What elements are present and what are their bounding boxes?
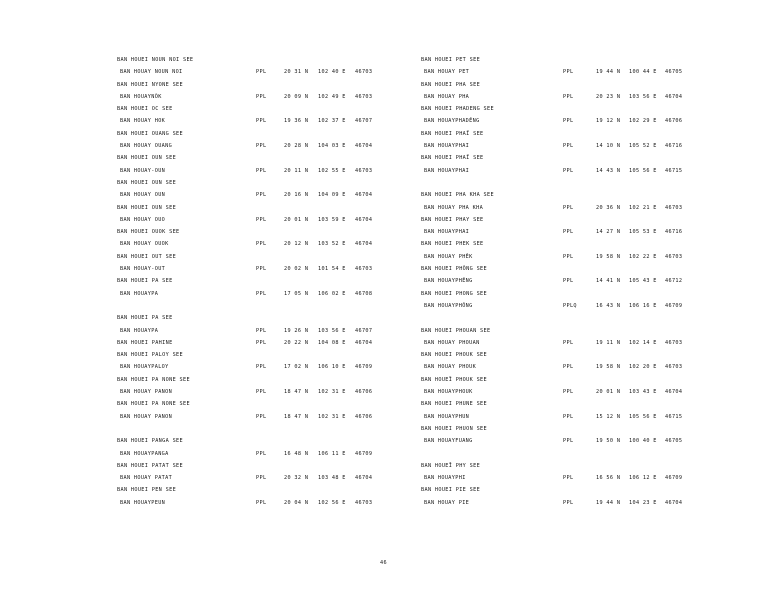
- latitude: 17 02 N: [284, 364, 309, 371]
- place-name: BAN HOUAY HOK: [120, 118, 166, 125]
- latitude: 15 12 N: [596, 413, 621, 420]
- map-code: 46703: [665, 253, 683, 260]
- blank-row: [421, 312, 424, 324]
- feature-class: PPL: [563, 229, 574, 236]
- place-name: BAN HOUAYPA: [120, 290, 159, 297]
- map-code: 46704: [355, 192, 373, 199]
- longitude: 102 29 E: [629, 118, 657, 125]
- latitude: 19 58 N: [596, 364, 621, 371]
- gazetteer-entry-row: [421, 386, 683, 398]
- place-name: BAN HOUAY PHOUK: [424, 364, 477, 371]
- gazetteer-entry-row: [117, 448, 373, 460]
- map-code: 46712: [665, 278, 683, 285]
- feature-class: PPL: [256, 413, 267, 420]
- map-code: 46715: [665, 167, 683, 174]
- cross-reference-row: [421, 103, 494, 115]
- cross-reference-row: [117, 398, 190, 410]
- map-code: 46703: [665, 204, 683, 211]
- cross-reference-row: [117, 79, 183, 91]
- place-name: BAN HOUAYPHĚNG: [424, 278, 473, 285]
- gazetteer-left-column: [117, 54, 373, 509]
- latitude: 14 10 N: [596, 143, 621, 150]
- place-name: BAN HOUEI OUN SEE: [117, 179, 177, 186]
- place-name: BAN HOUAY OUN: [120, 192, 166, 199]
- gazetteer-entry-row: [117, 189, 373, 201]
- latitude: 20 04 N: [284, 499, 309, 506]
- place-name: BAN HOUEI PHAÏ SEE: [421, 130, 484, 137]
- place-name: BAN HOUEI PHǑNG SEE: [421, 266, 487, 273]
- place-name: BAN HOUEI PHOUK SEE: [421, 352, 487, 359]
- latitude: 20 01 N: [284, 216, 309, 223]
- longitude: 106 11 E: [318, 450, 346, 457]
- place-name: BAN HOUEI PA NONE SEE: [117, 376, 190, 383]
- cross-reference-row: [421, 152, 484, 164]
- blank-row: [117, 423, 120, 435]
- place-name: BAN HOUEI PHAY SEE: [421, 216, 484, 223]
- place-name: BAN HOUAY PANON: [120, 413, 173, 420]
- gazetteer-entry-row: [421, 226, 683, 238]
- latitude: 20 22 N: [284, 339, 309, 346]
- feature-class: PPL: [256, 241, 267, 248]
- map-code: 46705: [665, 438, 683, 445]
- longitude: 105 52 E: [629, 143, 657, 150]
- place-name: BAN HOUEI OUT SEE: [117, 253, 177, 260]
- cross-reference-row: [117, 103, 173, 115]
- map-code: 46709: [355, 364, 373, 371]
- place-name: BAN HOUEI OUN SEE: [117, 204, 177, 211]
- feature-class: PPL: [563, 143, 574, 150]
- latitude: 16 56 N: [596, 475, 621, 482]
- place-name: BAN HOUAYPHUN: [424, 413, 470, 420]
- latitude: 16 48 N: [284, 450, 309, 457]
- gazetteer-entry-row: [421, 140, 683, 152]
- feature-class: PPL: [256, 339, 267, 346]
- cross-reference-row: [421, 398, 487, 410]
- cross-reference-row: [421, 214, 484, 226]
- blank-row: [421, 448, 424, 460]
- place-name: BAN HOUEI PALOY SEE: [117, 352, 183, 359]
- cross-reference-row: [117, 152, 177, 164]
- place-name: BAN HOUAYPHAI: [424, 229, 470, 236]
- longitude: 105 43 E: [629, 278, 657, 285]
- feature-class: PPL: [563, 167, 574, 174]
- longitude: 102 20 E: [629, 364, 657, 371]
- place-name: BAN HOUEI PHUNE SEE: [421, 401, 487, 408]
- place-name: BAN HOUEI PHA SEE: [421, 81, 481, 88]
- feature-class: PPL: [256, 216, 267, 223]
- gazetteer-entry-row: [117, 263, 373, 275]
- place-name: BAN HOUEI OUN SEE: [117, 155, 177, 162]
- place-name: BAN HOUEI PANGA SEE: [117, 438, 183, 445]
- feature-class: PPL: [256, 327, 267, 334]
- map-code: 46704: [355, 475, 373, 482]
- longitude: 105 53 E: [629, 229, 657, 236]
- cross-reference-row: [117, 349, 183, 361]
- map-code: 46703: [355, 266, 373, 273]
- latitude: 19 44 N: [596, 499, 621, 506]
- place-name: BAN HOUAYPHAI: [424, 143, 470, 150]
- latitude: 20 11 N: [284, 167, 309, 174]
- gazetteer-entry-row: [117, 472, 373, 484]
- place-name: BAN HOUAYPA: [120, 327, 159, 334]
- cross-reference-row: [117, 202, 177, 214]
- map-code: 46706: [665, 118, 683, 125]
- page-number: 46: [380, 560, 387, 566]
- feature-class: PPL: [563, 204, 574, 211]
- gazetteer-entry-row: [421, 411, 683, 423]
- latitude: 14 27 N: [596, 229, 621, 236]
- blank-row: [117, 300, 120, 312]
- map-code: 46705: [665, 69, 683, 76]
- place-name: BAN HOUEI NYONE SEE: [117, 81, 183, 88]
- gazetteer-right-column: [421, 54, 683, 509]
- place-name: BAN HOUEĪ PHY SEE: [421, 462, 481, 469]
- place-name: BAN HOUAY PANON: [120, 389, 173, 396]
- cross-reference-row: [117, 251, 177, 263]
- feature-class: PPL: [256, 143, 267, 150]
- longitude: 102 22 E: [629, 253, 657, 260]
- place-name: BAN HOUEI PHAÏ SEE: [421, 155, 484, 162]
- place-name: BAN HOUEI OUOK SEE: [117, 229, 180, 236]
- feature-class: PPL: [256, 290, 267, 297]
- place-name: BAN HOUAY PET: [424, 69, 470, 76]
- place-name: BAN HOUAYPALOY: [120, 364, 169, 371]
- gazetteer-entry-row: [117, 411, 373, 423]
- place-name: BAN HOUAY-OUN: [120, 167, 166, 174]
- cross-reference-row: [421, 325, 491, 337]
- feature-class: PPL: [563, 93, 574, 100]
- place-name: BAN HOUAYFUANG: [424, 438, 473, 445]
- gazetteer-entry-row: [117, 497, 373, 509]
- latitude: 19 50 N: [596, 438, 621, 445]
- gazetteer-entry-row: [117, 115, 373, 127]
- place-name: BAN HOUAY PHA: [424, 93, 470, 100]
- longitude: 102 37 E: [318, 118, 346, 125]
- place-name: BAN HOUEI PHUON SEE: [421, 425, 487, 432]
- place-name: BAN HOUEI OC SEE: [117, 106, 173, 113]
- map-code: 46703: [355, 167, 373, 174]
- cross-reference-row: [421, 460, 481, 472]
- cross-reference-row: [421, 423, 487, 435]
- longitude: 106 12 E: [629, 475, 657, 482]
- feature-class: PPL: [256, 167, 267, 174]
- place-name: BAN HOUAYPHOUK: [424, 389, 473, 396]
- feature-class: PPL: [256, 475, 267, 482]
- gazetteer-entry-row: [117, 140, 373, 152]
- place-name: BAN HOUEI PHADENG SEE: [421, 106, 494, 113]
- gazetteer-entry-row: [421, 472, 683, 484]
- gazetteer-entry-row: [421, 91, 683, 103]
- longitude: 104 08 E: [318, 339, 346, 346]
- feature-class: PPL: [256, 499, 267, 506]
- place-name: BAN HOUEI OUANG SEE: [117, 130, 183, 137]
- cross-reference-row: [421, 484, 481, 496]
- feature-class: PPL: [563, 499, 574, 506]
- place-name: BAN HOUEI PHOUAN SEE: [421, 327, 491, 334]
- latitude: 17 05 N: [284, 290, 309, 297]
- longitude: 104 23 E: [629, 499, 657, 506]
- map-code: 46703: [355, 93, 373, 100]
- feature-class: PPL: [563, 438, 574, 445]
- map-code: 46707: [355, 327, 373, 334]
- longitude: 100 44 E: [629, 69, 657, 76]
- place-name: BAN HOUAY PHĚK: [424, 253, 473, 260]
- latitude: 20 01 N: [596, 389, 621, 396]
- longitude: 102 21 E: [629, 204, 657, 211]
- gazetteer-entry-row: [421, 361, 683, 373]
- latitude: 20 36 N: [596, 204, 621, 211]
- map-code: 46704: [355, 216, 373, 223]
- latitude: 20 09 N: [284, 93, 309, 100]
- place-name: BAN HOUAYPHAI: [424, 167, 470, 174]
- map-code: 46709: [665, 302, 683, 309]
- longitude: 104 09 E: [318, 192, 346, 199]
- map-code: 46703: [355, 499, 373, 506]
- longitude: 102 49 E: [318, 93, 346, 100]
- cross-reference-row: [117, 435, 183, 447]
- place-name: BAN HOUAY PATAT: [120, 475, 173, 482]
- place-name: BAN HOUEI PA SEE: [117, 278, 173, 285]
- cross-reference-row: [421, 189, 494, 201]
- cross-reference-row: [421, 288, 487, 300]
- latitude: 20 31 N: [284, 69, 309, 76]
- place-name: BAN HOUAYPHǑNG: [424, 302, 473, 309]
- cross-reference-row: [421, 79, 481, 91]
- latitude: 14 41 N: [596, 278, 621, 285]
- latitude: 20 32 N: [284, 475, 309, 482]
- cross-reference-row: [117, 374, 190, 386]
- cross-reference-row: [421, 238, 484, 250]
- gazetteer-entry-row: [421, 497, 683, 509]
- latitude: 19 44 N: [596, 69, 621, 76]
- latitude: 16 43 N: [596, 302, 621, 309]
- latitude: 20 28 N: [284, 143, 309, 150]
- map-code: 46703: [355, 69, 373, 76]
- gazetteer-entry-row: [421, 275, 683, 287]
- longitude: 102 55 E: [318, 167, 346, 174]
- place-name: BAN HOUAYNŎK: [120, 93, 162, 100]
- map-code: 46704: [665, 93, 683, 100]
- longitude: 103 52 E: [318, 241, 346, 248]
- map-code: 46706: [355, 389, 373, 396]
- longitude: 106 16 E: [629, 302, 657, 309]
- longitude: 101 54 E: [318, 266, 346, 273]
- feature-class: PPL: [256, 450, 267, 457]
- place-name: BAN HOUEI PET SEE: [421, 57, 481, 63]
- cross-reference-row: [117, 54, 194, 66]
- longitude: 100 40 E: [629, 438, 657, 445]
- place-name: BAN HOUAY PHA KHA: [424, 204, 484, 211]
- place-name: BAN HOUEI PHONG SEE: [421, 290, 487, 297]
- cross-reference-row: [117, 177, 177, 189]
- feature-class: PPL: [563, 339, 574, 346]
- feature-class: PPL: [563, 389, 574, 396]
- place-name: BAN HOUEI PIE SEE: [421, 487, 481, 494]
- place-name: BAN HOUAYPEUN: [120, 499, 166, 506]
- place-name: BAN HOUAY-OUT: [120, 266, 166, 273]
- feature-class: PPL: [256, 192, 267, 199]
- map-code: 46709: [355, 450, 373, 457]
- feature-class: PPL: [256, 364, 267, 371]
- latitude: 19 36 N: [284, 118, 309, 125]
- place-name: BAN HOUEI PHEK SEE: [421, 241, 484, 248]
- cross-reference-row: [117, 337, 373, 349]
- gazetteer-entry-row: [117, 288, 373, 300]
- latitude: 14 43 N: [596, 167, 621, 174]
- place-name: BAN HOUAYPANGA: [120, 450, 169, 457]
- feature-class: PPL: [256, 118, 267, 125]
- latitude: 18 47 N: [284, 413, 309, 420]
- place-name: BAN HOUAY PIE: [424, 499, 470, 506]
- place-name: BAN HOUAY PHOUAN: [424, 339, 480, 346]
- gazetteer-entry-row: [421, 435, 683, 447]
- longitude: 105 56 E: [629, 413, 657, 420]
- cross-reference-row: [117, 312, 173, 324]
- map-code: 46704: [355, 339, 373, 346]
- longitude: 103 43 E: [629, 389, 657, 396]
- cross-reference-row: [117, 484, 177, 496]
- place-name: BAN HOUAY OUO: [120, 216, 166, 223]
- latitude: 18 47 N: [284, 389, 309, 396]
- place-name: BAN HOUAYPHI: [424, 475, 466, 482]
- blank-row: [421, 177, 424, 189]
- place-name: BAN HOUEI NOUN NOI SEE: [117, 57, 194, 63]
- map-code: 46707: [355, 118, 373, 125]
- cross-reference-row: [421, 349, 487, 361]
- longitude: 106 10 E: [318, 364, 346, 371]
- gazetteer-entry-row: [117, 238, 373, 250]
- map-code: 46703: [665, 364, 683, 371]
- gazetteer-entry-row: [421, 251, 683, 263]
- latitude: 19 11 N: [596, 339, 621, 346]
- gazetteer-entry-row: [421, 300, 683, 312]
- cross-reference-row: [421, 128, 484, 140]
- gazetteer-entry-row: [117, 91, 373, 103]
- cross-reference-row: [421, 374, 487, 386]
- map-code: 46708: [355, 290, 373, 297]
- longitude: 104 03 E: [318, 143, 346, 150]
- feature-class: PPL: [563, 413, 574, 420]
- map-code: 46709: [665, 475, 683, 482]
- map-code: 46716: [665, 229, 683, 236]
- gazetteer-entry-row: [421, 165, 683, 177]
- map-code: 46703: [665, 339, 683, 346]
- map-code: 46716: [665, 143, 683, 150]
- longitude: 103 56 E: [318, 327, 346, 334]
- latitude: 20 02 N: [284, 266, 309, 273]
- longitude: 105 56 E: [629, 167, 657, 174]
- gazetteer-entry-row: [421, 115, 683, 127]
- place-name: BAN HOUEI PA SEE: [117, 315, 173, 322]
- gazetteer-entry-row: [117, 386, 373, 398]
- gazetteer-entry-row: [421, 337, 683, 349]
- place-name: BAN HOUEI PA NONE SEE: [117, 401, 190, 408]
- place-name: BAN HOUAY OUOK: [120, 241, 169, 248]
- cross-reference-row: [117, 128, 183, 140]
- longitude: 102 56 E: [318, 499, 346, 506]
- latitude: 20 16 N: [284, 192, 309, 199]
- gazetteer-entry-row: [117, 214, 373, 226]
- cross-reference-row: [117, 275, 173, 287]
- place-name: BAN HOUEI PEN SEE: [117, 487, 177, 494]
- feature-class: PPL: [563, 69, 574, 76]
- longitude: 103 59 E: [318, 216, 346, 223]
- place-name: BAN HOUAYPHADĚNG: [424, 118, 480, 125]
- longitude: 102 14 E: [629, 339, 657, 346]
- longitude: 102 31 E: [318, 413, 346, 420]
- place-name: BAN HOUEI PAHINE: [117, 339, 173, 346]
- gazetteer-entry-row: [117, 361, 373, 373]
- feature-class: PPL: [563, 278, 574, 285]
- feature-class: PPL: [563, 253, 574, 260]
- cross-reference-row: [117, 226, 180, 238]
- longitude: 102 31 E: [318, 389, 346, 396]
- cross-reference-row: [421, 263, 487, 275]
- feature-class: PPLQ: [563, 302, 577, 309]
- gazetteer-entry-row: [117, 66, 373, 78]
- cross-reference-row: [117, 460, 183, 472]
- gazetteer-entry-row: [117, 325, 373, 337]
- latitude: 19 58 N: [596, 253, 621, 260]
- gazetteer-entry-row: [421, 202, 683, 214]
- feature-class: PPL: [563, 118, 574, 125]
- place-name: BAN HOUEI PHA KHA SEE: [421, 192, 494, 199]
- latitude: 20 23 N: [596, 93, 621, 100]
- feature-class: PPL: [256, 389, 267, 396]
- latitude: 19 12 N: [596, 118, 621, 125]
- map-code: 46704: [665, 499, 683, 506]
- feature-class: PPL: [256, 266, 267, 273]
- place-name: BAN HOUEÏ PHOUK SEE: [421, 376, 487, 383]
- gazetteer-entry-row: [421, 66, 683, 78]
- longitude: 103 56 E: [629, 93, 657, 100]
- latitude: 19 26 N: [284, 327, 309, 334]
- longitude: 102 40 E: [318, 69, 346, 76]
- gazetteer-entry-row: [117, 165, 373, 177]
- longitude: 106 02 E: [318, 290, 346, 297]
- feature-class: PPL: [563, 364, 574, 371]
- place-name: BAN HOUAY OUANG: [120, 143, 173, 150]
- place-name: BAN HOUEI PATAT SEE: [117, 462, 183, 469]
- place-name: BAN HOUAY NOUN NOI: [120, 69, 183, 76]
- feature-class: PPL: [256, 69, 267, 76]
- map-code: 46706: [355, 413, 373, 420]
- map-code: 46704: [665, 389, 683, 396]
- cross-reference-row: [421, 54, 481, 66]
- feature-class: PPL: [563, 475, 574, 482]
- map-code: 46704: [355, 241, 373, 248]
- map-code: 46704: [355, 143, 373, 150]
- latitude: 20 12 N: [284, 241, 309, 248]
- longitude: 103 48 E: [318, 475, 346, 482]
- map-code: 46715: [665, 413, 683, 420]
- feature-class: PPL: [256, 93, 267, 100]
